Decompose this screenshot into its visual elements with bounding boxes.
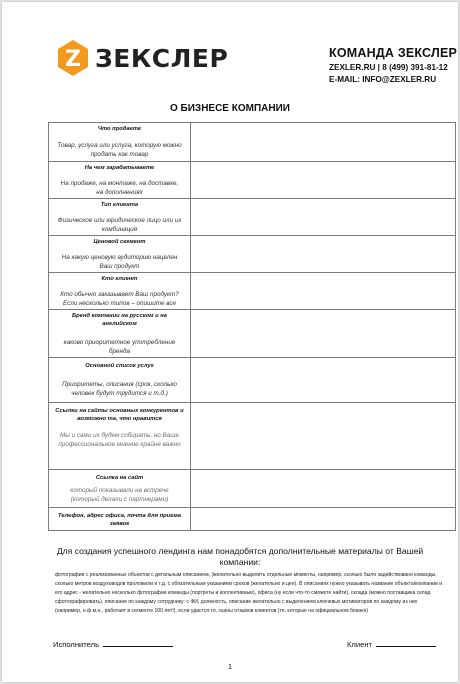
question-cell bbox=[49, 470, 191, 508]
question-hint: На продаже, на монтаже, на доставке, на дополнениях bbox=[60, 180, 179, 196]
question-label: Тип клиента bbox=[100, 202, 139, 208]
logo-letter: Z bbox=[65, 47, 81, 72]
question-label: Кто клиент bbox=[101, 276, 138, 282]
answer-cell[interactable] bbox=[191, 199, 456, 236]
question-cell bbox=[49, 162, 191, 199]
table-row bbox=[49, 310, 456, 358]
answer-cell[interactable] bbox=[191, 470, 456, 508]
question-cell bbox=[49, 508, 191, 531]
question-cell bbox=[49, 310, 191, 358]
table-row bbox=[49, 123, 456, 162]
question-label: Ссылки на сайты основных конкурентов и возможно та, что нравится bbox=[55, 408, 184, 422]
page-number: 1 bbox=[227, 662, 233, 671]
question-hint: Мы и сами их будем собирать, но Ваше профессиональное мнение крайне важно bbox=[58, 432, 181, 448]
answer-cell[interactable] bbox=[191, 273, 456, 310]
header-contacts bbox=[329, 46, 457, 84]
question-hint: На какую ценовую аудиторию нацелен Ваш продукт bbox=[61, 254, 178, 270]
answer-cell[interactable] bbox=[191, 123, 456, 162]
answer-cell[interactable] bbox=[191, 358, 456, 403]
logo-text: ЗЕКСЛЕР bbox=[95, 43, 229, 73]
executor-signature-line[interactable] bbox=[103, 639, 173, 647]
table-row bbox=[49, 199, 456, 236]
question-cell bbox=[49, 403, 191, 470]
table-row bbox=[49, 358, 456, 403]
answer-cell[interactable] bbox=[191, 162, 456, 199]
site-phone: ZEXLER.RU | 8 (499) 391-81-12 bbox=[329, 63, 448, 72]
question-hint: каково приоритетное употребление бренда bbox=[63, 339, 176, 355]
questionnaire-table bbox=[48, 122, 456, 531]
table-row bbox=[49, 470, 456, 508]
client-signature bbox=[347, 639, 436, 649]
answer-cell[interactable] bbox=[191, 236, 456, 273]
executor-signature bbox=[53, 639, 173, 649]
team-name: КОМАНДА ЗЕКСЛЕР bbox=[329, 46, 458, 60]
question-cell bbox=[49, 123, 191, 162]
question-hint: Физическое или юридическое лицо или их комбинация bbox=[57, 217, 182, 233]
table-row bbox=[49, 403, 456, 470]
document-page bbox=[2, 2, 458, 682]
question-label: Что продаете bbox=[97, 126, 142, 132]
company-logo bbox=[57, 40, 228, 76]
question-label: Телефон, адрес офиса, почта для приема заявок bbox=[58, 513, 181, 527]
table-row bbox=[49, 508, 456, 531]
document-title: О БИЗНЕСЕ КОМПАНИИ bbox=[170, 103, 290, 114]
materials-details: фотографии с реализованных объектов с детальным описанием, (желательно выделить отдельные моменты, например, сколько было задействовано команды, сколько метров воздуховодов проложили и т.д. с обязательным указанием сроков (желательно и цен). В описаниях нужно указывать название объекта/компании и его адрес - желательно несколько фотографии команды (портреты и коллективные), офиса (ну если что-то сможете найти), склада (можно поставщика склад сфотографировать), описание по каждому сотруднику: с ФИ, должность, описание желательно с выделением ключевых мотиваторов по каждому из них (например, н.ф.м.н., работает в сегменте 100 лет!), если удастся то, сканы отзывов клиентов (те, которые на официальном бланке) bbox=[55, 572, 443, 615]
question-label: На чем зарабатываете bbox=[84, 165, 155, 171]
table-row bbox=[49, 273, 456, 310]
question-cell bbox=[49, 199, 191, 236]
question-label: Ценовой сегмент bbox=[93, 239, 146, 245]
question-cell bbox=[49, 236, 191, 273]
question-hint: Товар, услуга или услуга, которую можно продать как товар bbox=[57, 142, 182, 158]
question-hint: Приоритеты, описания (срок, сколько человек будут трудится и т.д.) bbox=[62, 381, 177, 397]
question-label: Ссылка на сайт bbox=[95, 475, 144, 481]
email: E-MAIL: INFO@ZEXLER.RU bbox=[329, 75, 437, 84]
answer-cell[interactable] bbox=[191, 310, 456, 358]
executor-label: Исполнитель bbox=[53, 640, 100, 649]
question-label: Бренд компании на русском и на английском bbox=[72, 313, 167, 327]
client-signature-line[interactable] bbox=[376, 639, 436, 647]
zexler-logo-icon bbox=[57, 40, 89, 76]
question-cell bbox=[49, 273, 191, 310]
question-hint: который показывали на встрече (который делали с партнерами) bbox=[70, 487, 169, 503]
table-row bbox=[49, 162, 456, 199]
client-label: Клиент bbox=[347, 640, 372, 649]
materials-intro: Для создания успешного лендинга нам понадобятся дополнительные материалы от Вашей компании: bbox=[56, 546, 424, 567]
table-row bbox=[49, 236, 456, 273]
question-cell bbox=[49, 358, 191, 403]
question-label: Основной список услуг bbox=[85, 363, 154, 369]
question-hint: Кто обычно заказывает Ваш продукт? Если несколько типов – опишите все bbox=[60, 291, 179, 307]
answer-cell[interactable] bbox=[191, 403, 456, 470]
answer-cell[interactable] bbox=[191, 508, 456, 531]
